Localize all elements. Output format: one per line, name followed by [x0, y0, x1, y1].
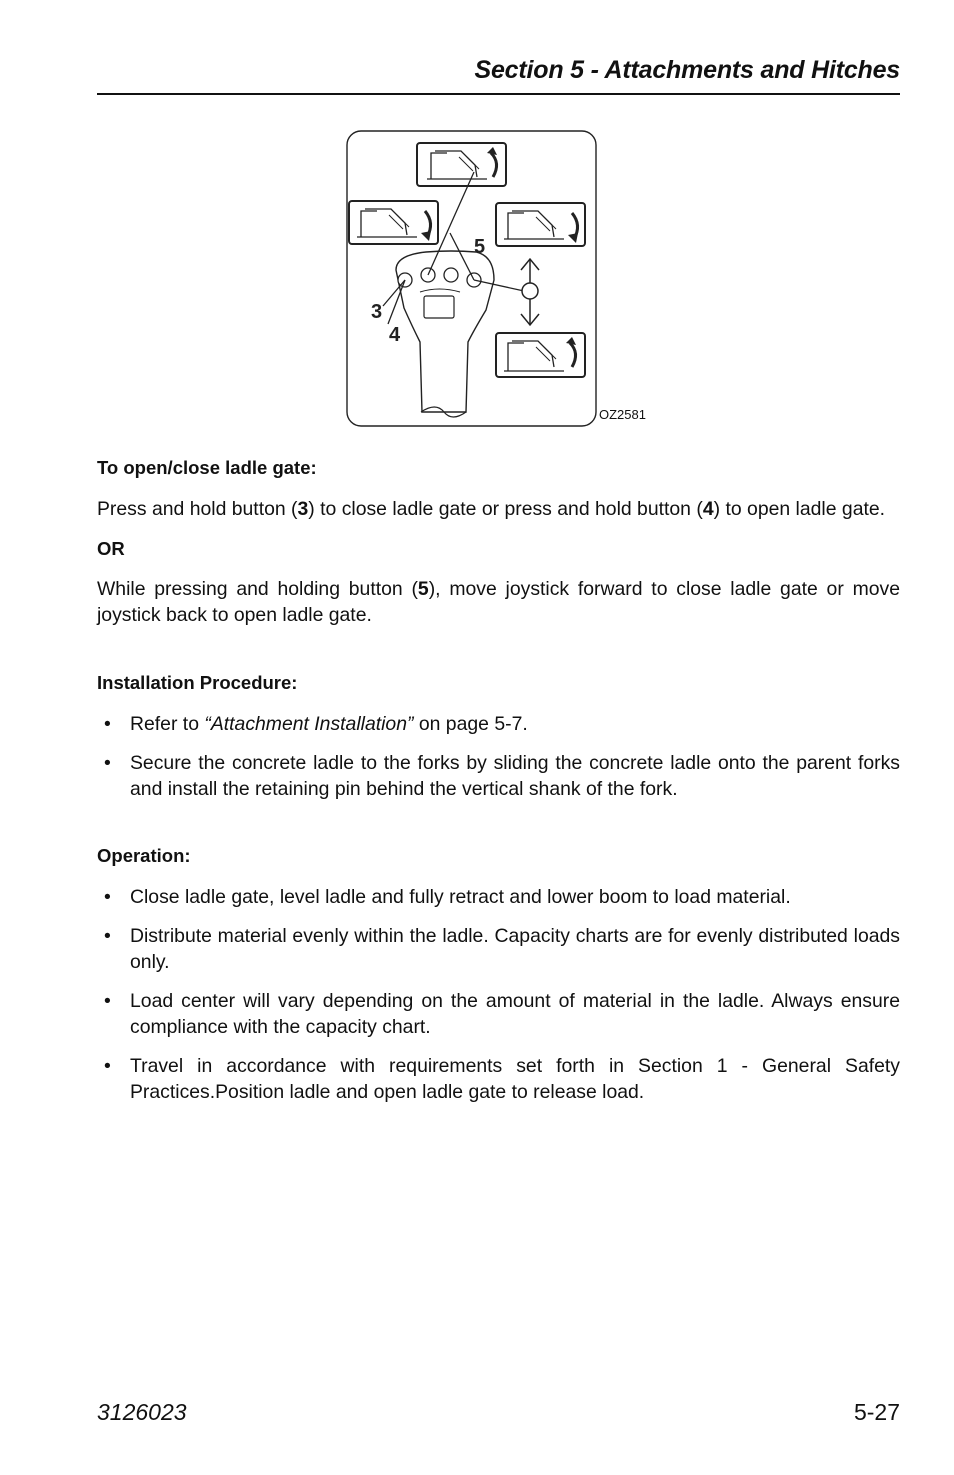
list-item	[97, 884, 900, 910]
or-label: OR	[97, 538, 125, 559]
ladle-gate-icon	[417, 143, 506, 186]
joystick-diagram	[346, 130, 656, 430]
bullet-glyph: •	[104, 886, 111, 908]
list-item	[97, 988, 900, 1040]
text-run: Secure the concrete ladle to the forks by sliding the concrete ladle onto the parent forks and install the retaining pin behind the vertical shank of the fork.	[130, 752, 900, 800]
page-number: 5-27	[853, 1399, 900, 1425]
text-run: Travel in accordance with requirements set forth in Section 1 - General Safety Practices.Position ladle and open ladle gate to release load.	[130, 1055, 900, 1103]
joystick-handle-icon	[396, 251, 494, 417]
bullet-glyph: •	[104, 1055, 111, 1077]
ladle-gate-heading: To open/close ladle gate:	[97, 457, 317, 478]
list-item	[97, 923, 900, 975]
installation-heading: Installation Procedure:	[97, 672, 298, 693]
section-title: Section 5 - Attachments and Hitches	[474, 56, 900, 84]
text-run: ) to close ladle gate or press and hold button (	[308, 498, 703, 520]
ladle-gate-icon	[496, 203, 585, 246]
text-run: While pressing and holding button (	[97, 578, 418, 600]
callout-3: 3	[371, 301, 383, 323]
list-item	[97, 1053, 900, 1105]
document-number: 3126023	[97, 1399, 187, 1425]
header-rule	[97, 93, 900, 95]
button-ref-5: 5	[417, 578, 429, 600]
figure-id: OZ2581	[599, 407, 646, 422]
button-ref-4: 4	[702, 498, 714, 520]
text-run: Load center will vary depending on the amount of material in the ladle. Always ensure compliance with the capacity chart.	[130, 990, 900, 1038]
bullet-glyph: •	[104, 925, 111, 947]
callout-4: 4	[389, 324, 401, 346]
installation-list	[97, 711, 900, 802]
cross-reference: “Attachment Installation”	[204, 713, 414, 735]
bullet-glyph: •	[104, 713, 111, 735]
text-run: Press and hold button (	[97, 498, 298, 520]
bullet-glyph: •	[104, 990, 111, 1012]
list-item	[97, 750, 900, 802]
text-run: on page 5-7.	[413, 713, 528, 735]
joystick-figure	[346, 130, 656, 430]
text-run: Distribute material evenly within the ladle. Capacity charts are for evenly distributed loads only.	[130, 925, 900, 973]
operation-list	[97, 884, 900, 1105]
operation-heading: Operation:	[97, 845, 191, 866]
bullet-glyph: •	[104, 752, 111, 774]
text-run: Close ladle gate, level ladle and fully retract and lower boom to load material.	[130, 886, 791, 908]
up-down-arrow-icon	[521, 259, 539, 325]
text-run: ), move joystick forward to close ladle gate or move joystick back to open ladle gate.	[97, 578, 900, 626]
callout-5: 5	[474, 236, 486, 258]
text-run: Refer to	[130, 713, 205, 735]
ladle-gate-paragraph-1	[97, 496, 900, 522]
ladle-gate-icon	[496, 333, 585, 377]
list-item	[97, 711, 900, 737]
button-ref-3: 3	[297, 498, 309, 520]
ladle-gate-icon	[349, 201, 438, 244]
ladle-gate-paragraph-2	[97, 576, 900, 628]
page-body	[97, 455, 900, 1118]
text-run: ) to open ladle gate.	[713, 498, 886, 520]
